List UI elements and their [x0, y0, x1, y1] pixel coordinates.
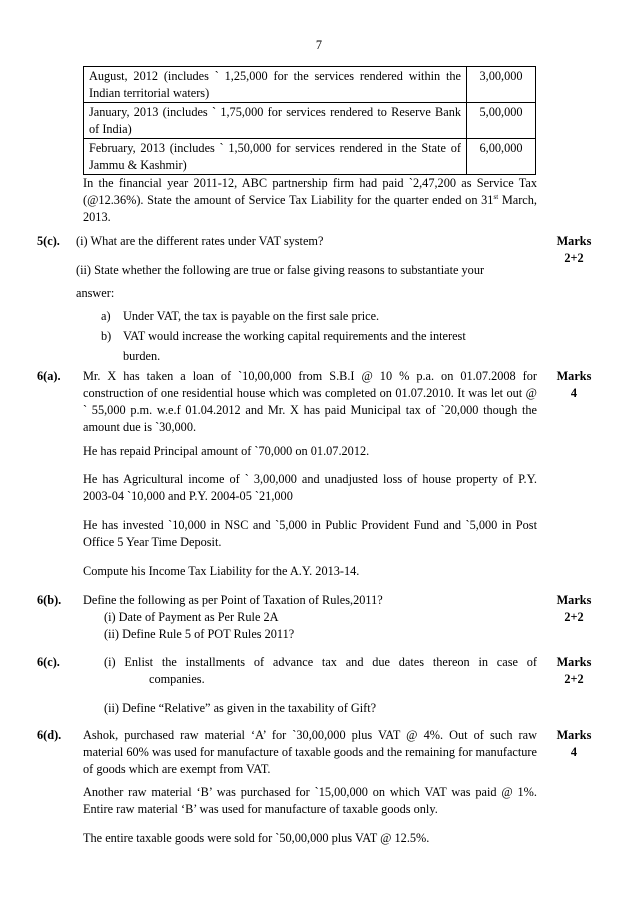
table-row	[84, 103, 536, 139]
q6a-paragraph: Compute his Income Tax Liability for the A.Y. 2013-14.	[83, 564, 360, 578]
table-row	[84, 67, 536, 103]
q6b-line: (ii) Define Rule 5 of POT Rules 2011?	[104, 627, 295, 641]
marks-label: Marks	[556, 655, 592, 669]
q6a-paragraph: Mr. X has taken a loan of `10,00,000 from S.B.I @ 10 % p.a. on 01.07.2008 for construction of one residential house which was completed on 01.07.2010. It was let out @ ` 55,000 p.m. w.e.f 01.04.2012 and Mr. X has paid Municipal tax of `20,000 though the amount due is `30,000.	[83, 369, 537, 434]
q5c-part-ii: (ii) State whether the following are true or false giving reasons to substantiate your	[76, 263, 485, 277]
table-cell-amount: 6,00,000	[467, 139, 536, 175]
list-item: a) Under VAT, the tax is payable on the first sale price.	[101, 309, 380, 323]
list-item-label: a)	[101, 309, 111, 323]
q5c-part-ii-cont: answer:	[76, 286, 115, 300]
marks-value: 2+2	[564, 610, 584, 624]
question-number: 6(a).	[37, 369, 61, 383]
q6d-paragraph: Another raw material ‘B’ was purchased for `15,00,000 on which VAT was paid @ 1%. Entire raw material ‘B’ was used for manufacture of taxable goods only.	[83, 785, 537, 816]
q5b-closing-paragraph: In the financial year 2011-12, ABC partnership firm had paid `2,47,200 as Service Tax (@12.36%). State the amount of Service Tax Liability for the quarter ended on 31st March, 2013.	[83, 176, 537, 224]
q5c-part-i: (i) What are the different rates under VAT system?	[76, 234, 324, 248]
q6d-paragraph: The entire taxable goods were sold for `50,00,000 plus VAT @ 12.5%.	[83, 831, 430, 845]
question-number: 6(d).	[37, 728, 62, 742]
marks-label: Marks	[556, 593, 592, 607]
q6b-line: (i) Date of Payment as Per Rule 2A	[104, 610, 279, 624]
table-row	[84, 139, 536, 175]
table-cell-desc: January, 2013 (includes ` 1,75,000 for services rendered to Reserve Bank of India)	[84, 103, 467, 139]
question-number: 6(b).	[37, 593, 62, 607]
marks-value: 2+2	[564, 672, 584, 686]
q6a-paragraph: He has repaid Principal amount of `70,000 on 01.07.2012.	[83, 444, 370, 458]
q6a-paragraph: He has Agricultural income of ` 3,00,000 and unadjusted loss of house property of P.Y. 2003-04 `10,000 and P.Y. 2004-05 `21,000	[83, 472, 537, 503]
marks-value: 4	[570, 745, 578, 759]
table-cell-desc: February, 2013 (includes ` 1,50,000 for services rendered in the State of Jammu & Kashmir)	[84, 139, 467, 175]
q6a-paragraph: He has invested `10,000 in NSC and `5,000 in Public Provident Fund and `5,000 in Post Office 5 Year Time Deposit.	[83, 518, 537, 549]
marks-value: 2+2	[564, 251, 584, 265]
q6c-line: (i) Enlist the installments of advance tax and due dates thereon in case of	[104, 655, 537, 669]
table-cell-desc: August, 2012 (includes ` 1,25,000 for the services rendered within the Indian territorial waters)	[84, 67, 467, 103]
list-item: b) VAT would increase the working capital requirements and the interest	[101, 329, 466, 343]
question-number: 5(c).	[37, 234, 60, 248]
table-cell-amount: 3,00,000	[467, 67, 536, 103]
marks-label: Marks	[556, 234, 592, 248]
page-number: 7	[315, 38, 323, 52]
marks-value: 4	[570, 386, 578, 400]
list-item-label: b)	[101, 329, 112, 343]
q6b-line: Define the following as per Point of Taxation of Rules,2011?	[83, 593, 383, 607]
marks-label: Marks	[556, 728, 592, 742]
q6c-line: companies.	[149, 672, 205, 686]
marks-label: Marks	[556, 369, 592, 383]
question-number: 6(c).	[37, 655, 60, 669]
q6c-line: (ii) Define “Relative” as given in the taxability of Gift?	[104, 701, 377, 715]
list-item-cont: burden.	[123, 349, 161, 363]
sales-table	[83, 66, 536, 175]
q6d-paragraph: Ashok, purchased raw material ‘A’ for `30,00,000 plus VAT @ 4%. Out of such raw material 60% was used for manufacture of taxable goods and the remaining for manufacture of goods which are exempt from VAT.	[83, 728, 537, 776]
table-cell-amount: 5,00,000	[467, 103, 536, 139]
